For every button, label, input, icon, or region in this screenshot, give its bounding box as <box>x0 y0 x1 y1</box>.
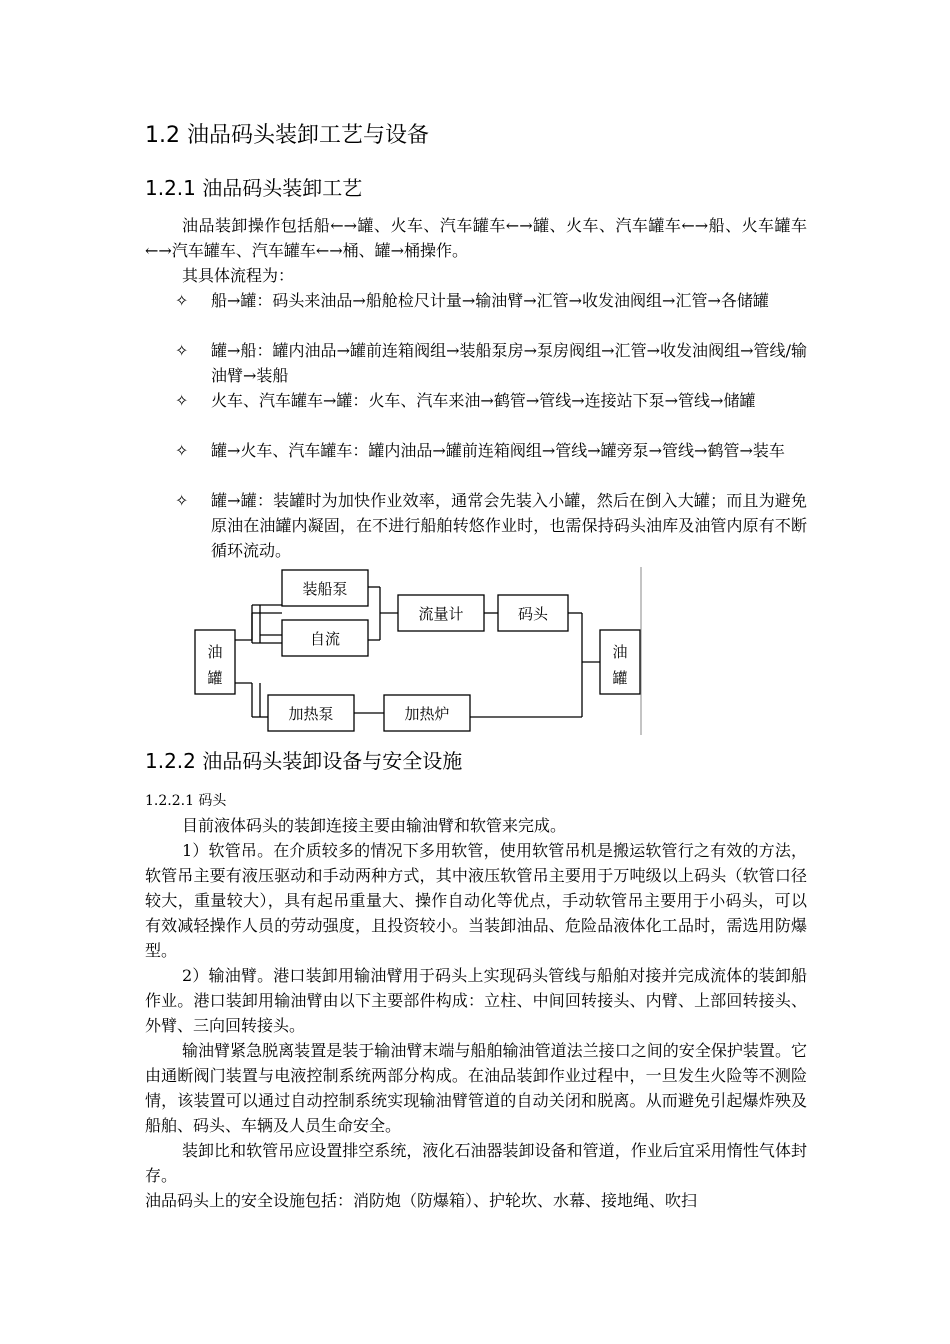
bullet-diamond-icon: ✧ <box>175 341 189 360</box>
subsubsection-heading-wharf: 1.2.2.1 码头 <box>145 793 227 809</box>
left-tank-label-2: 罐 <box>207 669 223 687</box>
subsection-heading-process: 1.2.1 油品码头装卸工艺 <box>145 176 363 200</box>
bullet-diamond-icon: ✧ <box>175 291 189 310</box>
right-tank-label-2: 罐 <box>612 669 628 687</box>
flow-diagram <box>190 565 650 740</box>
wharf-label: 码头 <box>517 605 549 623</box>
bullet-diamond-icon: ✧ <box>175 441 189 460</box>
gravity-label: 自流 <box>309 630 341 648</box>
flow-bullet <box>175 488 807 563</box>
body-paragraph: 输油臂紧急脱离装置是装于输油臂末端与船舶输油管道法兰接口之间的安全保护装置。它由通断阀门装置与电液控制系统两部分构成。在油品装卸作业过程中，一旦发生火险等不测险情，该装置可以通过自动控制系统实现输油臂管道的自动关闭和脱离。从而避免引起爆炸殃及船舶、码头、车辆及人员生命安全。 <box>145 1041 807 1135</box>
heat-pump-label: 加热泵 <box>288 705 334 723</box>
body-paragraph: 1）软管吊。在介质较多的情况下多用软管，使用软管吊机是搬运软管行之有效的方法，软管吊主要有液压驱动和手动两种方式，其中液压软管吊主要用于万吨级以上码头（软管口径较大，重量较大），具有起吊重量大、操作自动化等优点，手动软管吊主要用于小码头，可以有效减轻操作人员的劳动强度，且投资较小。当装卸油品、危险品液体化工品时，需选用防爆型。 <box>145 841 807 960</box>
subsection-heading-equipment: 1.2.2 油品码头装卸设备与安全设施 <box>145 749 463 773</box>
bullet-text: 火车、汽车罐车→罐：火车、汽车来油→鹤管→管线→连接站下泵→管线→储罐 <box>211 391 756 410</box>
flow-bullet <box>175 288 807 313</box>
body-paragraph: 目前液体码头的装卸连接主要由输油臂和软管来完成。 <box>182 816 567 835</box>
flowmeter-label: 流量计 <box>418 605 464 623</box>
heater-label: 加热炉 <box>404 705 450 723</box>
section-heading: 1.2 油品码头装卸工艺与设备 <box>145 123 429 148</box>
body-paragraph-last: 油品码头上的安全设施包括：消防炮（防爆箱）、护轮坎、水幕、接地绳、吹扫 <box>145 1191 698 1210</box>
ship-pump-label: 装船泵 <box>302 580 348 598</box>
flow-bullet <box>175 388 807 413</box>
left-tank-label-1: 油 <box>207 643 223 661</box>
flow-heading: 其具体流程为： <box>182 266 295 285</box>
body-paragraph: 2）输油臂。港口装卸用输油臂用于码头上实现码头管线与船舶对接并完成流体的装卸船作业。港口装卸用输油臂由以下主要部件构成：立柱、中间回转接头、内臂、上部回转接头、外臂、三向回转接头。 <box>145 966 807 1035</box>
bullet-text: 罐→火车、汽车罐车：罐内油品→罐前连箱阀组→管线→罐旁泵→管线→鹤管→装车 <box>211 441 785 460</box>
right-tank-label-1: 油 <box>612 643 628 661</box>
flow-bullet <box>175 338 807 388</box>
bullet-text: 罐→船：罐内油品→罐前连箱阀组→装船泵房→泵房阀组→汇管→收发油阀组→管线/输油臂→装船 <box>211 341 807 385</box>
intro-paragraph: 油品装卸操作包括船←→罐、火车、汽车罐车←→罐、火车、汽车罐车←→船、火车罐车←→汽车罐车、汽车罐车←→桶、罐→桶操作。 <box>145 216 807 260</box>
bullet-diamond-icon: ✧ <box>175 391 189 410</box>
bullet-diamond-icon: ✧ <box>175 491 189 510</box>
flow-bullet <box>175 438 807 463</box>
bullet-text: 船→罐：码头来油品→船舱检尺计量→输油臂→汇管→收发油阀组→汇管→各储罐 <box>211 291 769 310</box>
bullet-text: 罐→罐：装罐时为加快作业效率，通常会先装入小罐，然后在倒入大罐；而且为避免原油在油罐内凝固，在不进行船舶转悠作业时，也需保持码头油库及油管内原有不断循环流动。 <box>211 491 807 560</box>
body-paragraph: 装卸比和软管吊应设置排空系统，液化石油器装卸设备和管道，作业后宜采用惰性气体封存。 <box>145 1141 807 1185</box>
